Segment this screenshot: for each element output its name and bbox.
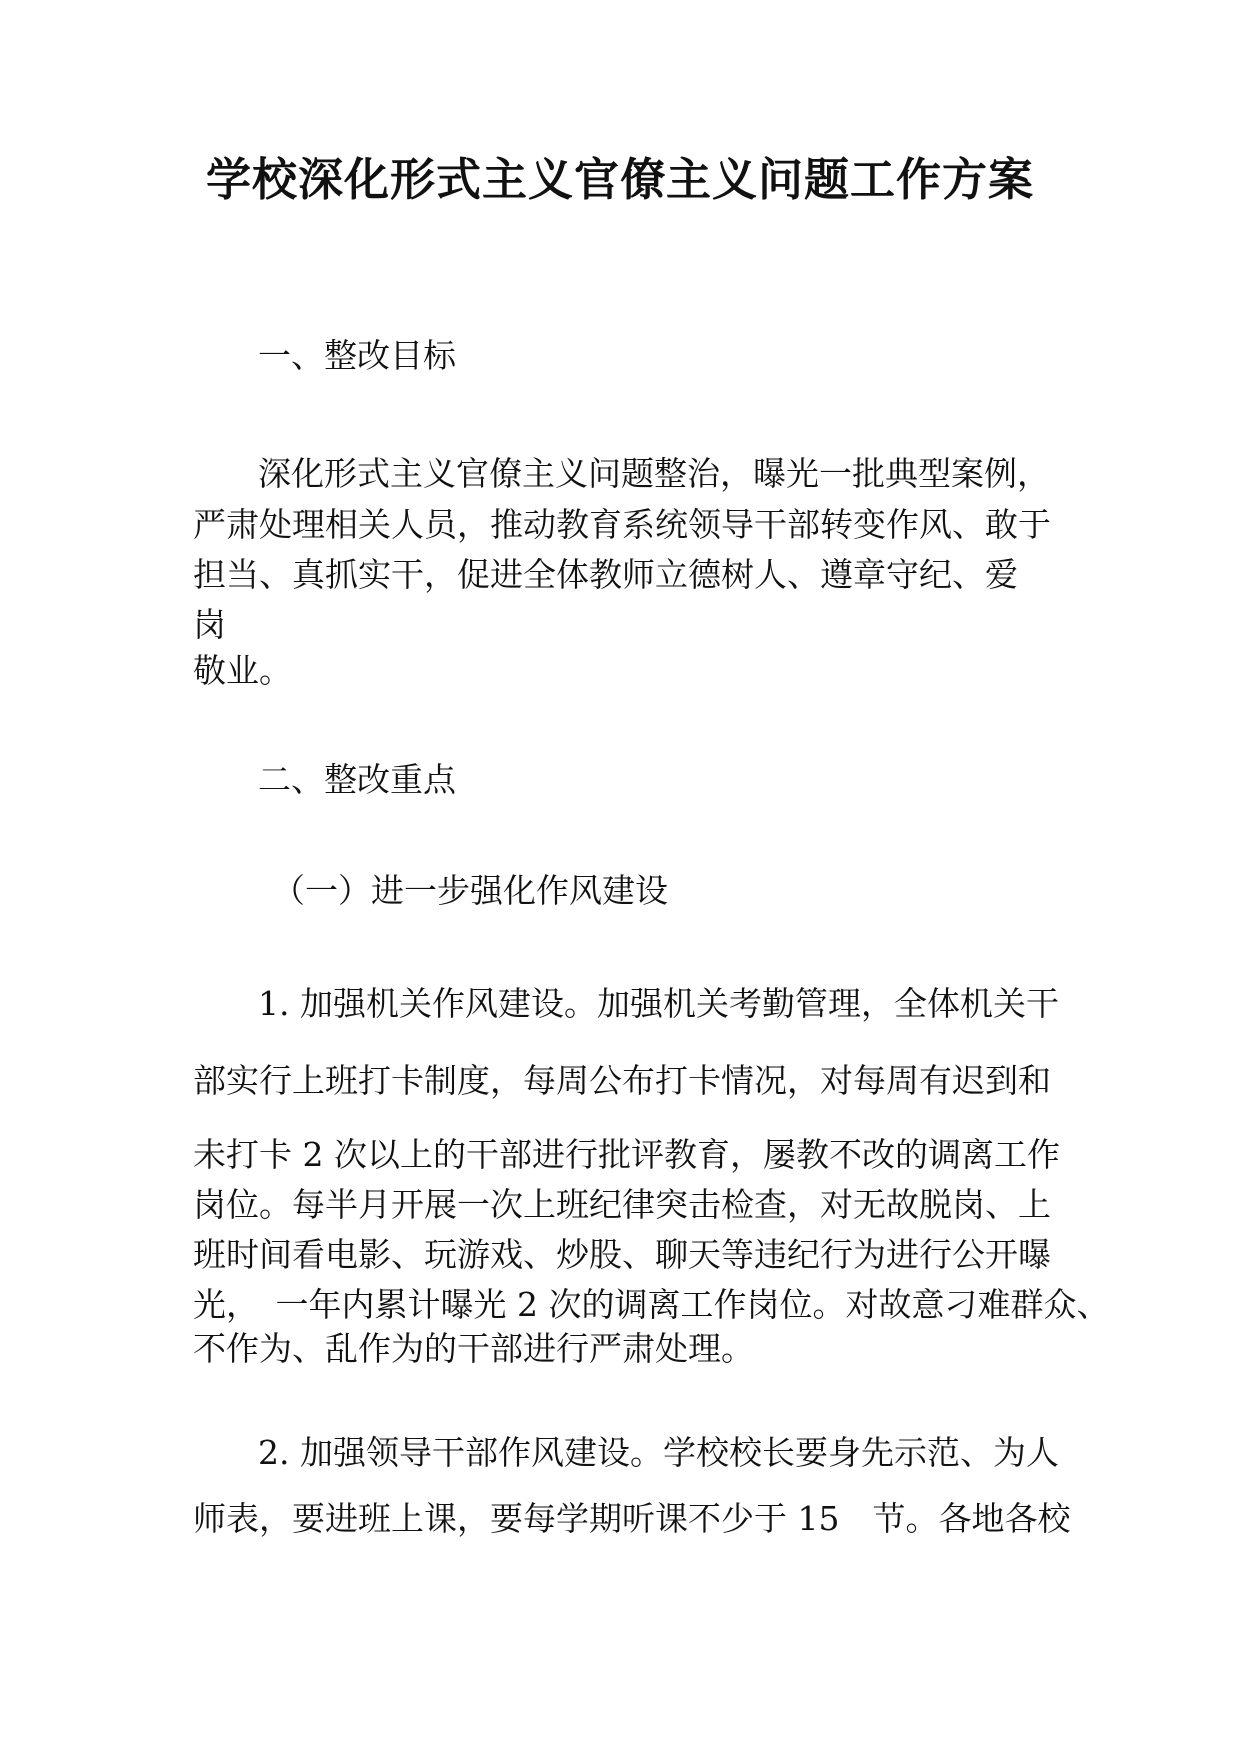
document-title: 学校深化形式主义官僚主义问题工作方案 bbox=[205, 153, 1034, 206]
paragraph-line: 2. 加强领导干部作风建设。学校校长要身先示范、为人 bbox=[258, 1433, 1059, 1472]
paragraph-line: 岗位。每半月开展一次上班纪律突击检查，对无故脱岗、上 bbox=[193, 1185, 1051, 1224]
paragraph-line: 不作为、乱作为的干部进行严肃处理。 bbox=[193, 1329, 754, 1368]
subsection-heading: （一）进一步强化作风建设 bbox=[272, 871, 668, 910]
paragraph-line: 部实行上班打卡制度，每周公布打卡情况，对每周有迟到和 bbox=[193, 1061, 1051, 1100]
paragraph-line: 班时间看电影、玩游戏、炒股、聊天等违纪行为进行公开曝 bbox=[193, 1235, 1051, 1274]
paragraph-line: 1. 加强机关作风建设。加强机关考勤管理，全体机关干 bbox=[258, 984, 1059, 1023]
section-heading-focus: 二、整改重点 bbox=[258, 760, 456, 799]
paragraph-line: 岗 bbox=[193, 605, 226, 644]
paragraph-line: 光， 一年内累计曝光 2 次的调离工作岗位。对故意刁难群众、 bbox=[193, 1285, 1110, 1324]
paragraph-line: 师表，要进班上课，要每学期听课不少于 15 节。各地各校 bbox=[193, 1499, 1071, 1538]
paragraph-line: 严肃处理相关人员，推动教育系统领导干部转变作风、敢于 bbox=[193, 505, 1051, 544]
paragraph-line: 担当、真抓实干，促进全体教师立德树人、遵章守纪、爱 bbox=[193, 555, 1018, 594]
paragraph-line: 深化形式主义官僚主义问题整治，曝光一批典型案例， bbox=[258, 454, 1050, 493]
section-heading-goals: 一、整改目标 bbox=[258, 336, 456, 375]
paragraph-line: 敬业。 bbox=[193, 651, 292, 690]
paragraph-line: 未打卡 2 次以上的干部进行批评教育，屡教不改的调离工作 bbox=[193, 1135, 1060, 1174]
